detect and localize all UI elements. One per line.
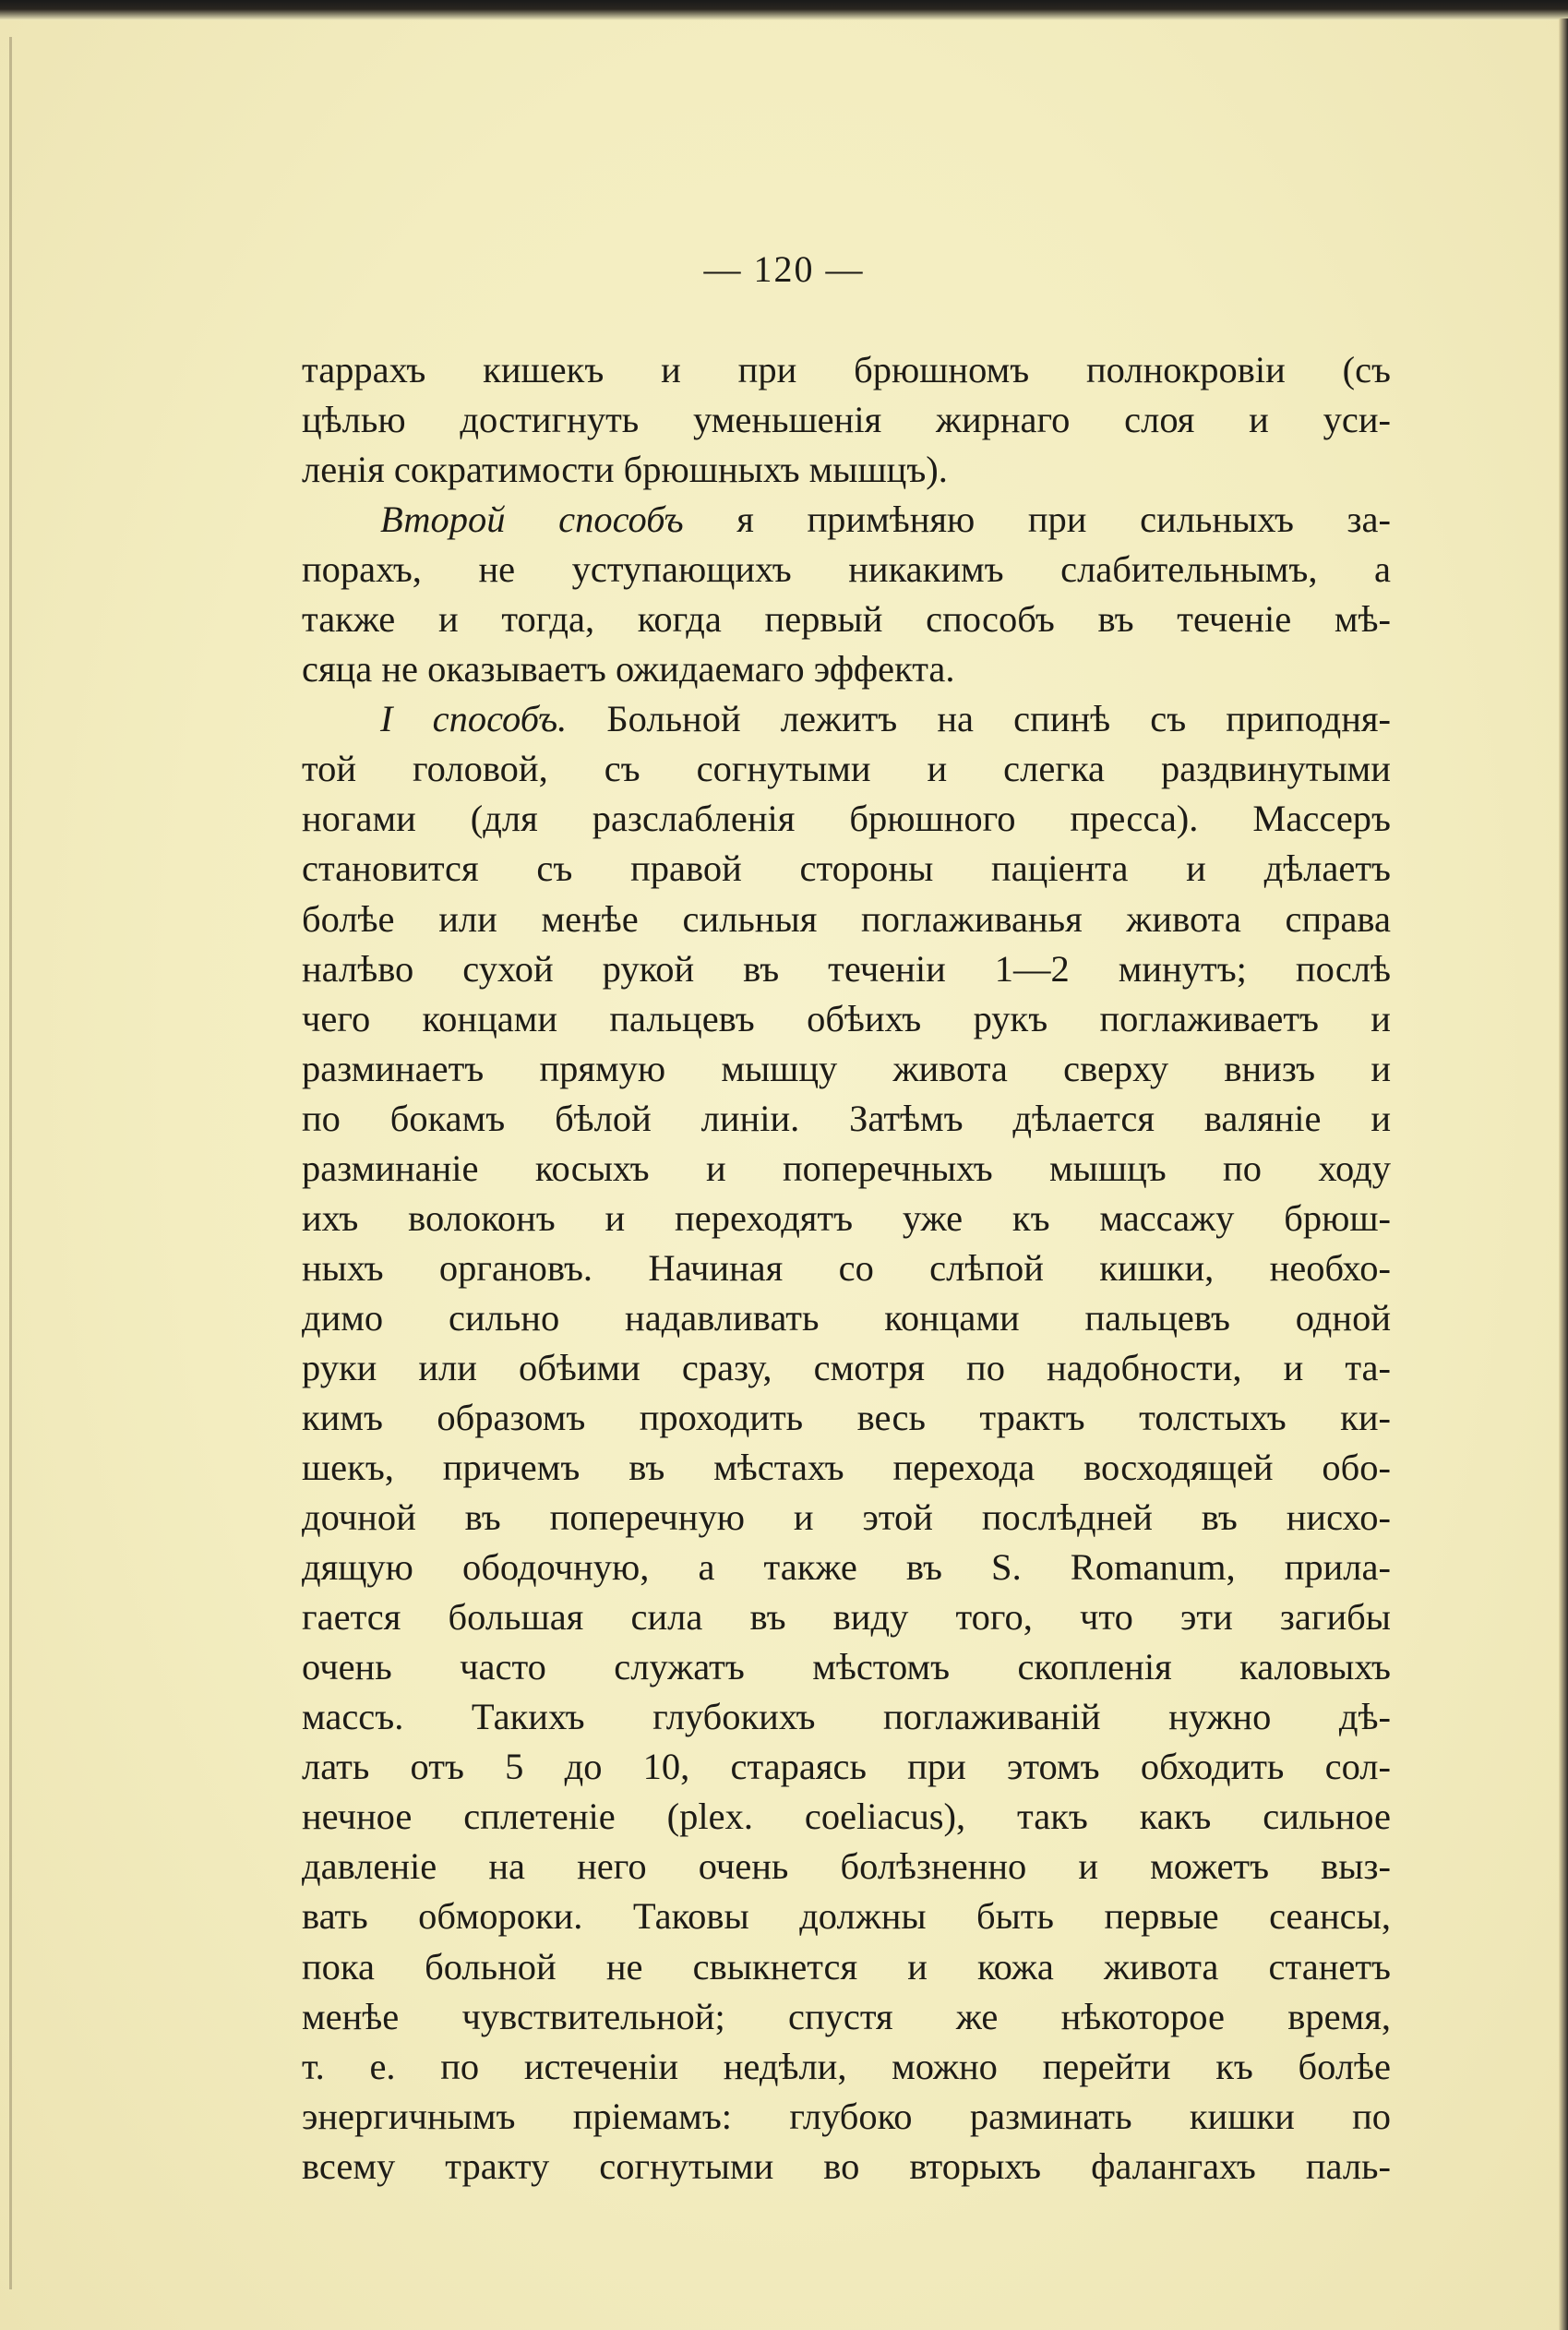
text-line: энергичнымъ пріемамъ: глубоко разминать кишки по: [302, 2095, 1391, 2137]
text-line: Второй способъ я примѣняю при сильныхъ за-: [380, 498, 1392, 541]
text-line: пока больной не свыкнется и кожа живота станетъ: [302, 1945, 1391, 1988]
text-line: по бокамъ бѣлой линіи. Затѣмъ дѣлается валяніе и: [302, 1097, 1391, 1139]
text-line: становится съ правой стороны паціента и дѣлаетъ: [302, 847, 1391, 890]
text-line: дящую ободочную, а также въ S. Romanum, прила-: [302, 1546, 1391, 1589]
italic-term: Второй способъ: [380, 498, 684, 541]
text-line: ныхъ органовъ. Начиная со слѣпой кишки, необхо-: [302, 1246, 1391, 1289]
text-line: порахъ, не уступающихъ никакимъ слабительнымъ, а: [302, 548, 1391, 591]
text-line: разминаетъ прямую мышцу живота сверху внизъ и: [302, 1047, 1391, 1089]
text-line: сяца не оказываетъ ожидаемаго эффекта.: [302, 648, 955, 691]
italic-term: I способъ.: [380, 698, 568, 740]
text-line: цѣлью достигнуть уменьшенія жирнаго слоя и уси-: [302, 399, 1391, 441]
text-line: шекъ, причемъ въ мѣстахъ перехода восходящей обо-: [302, 1447, 1391, 1489]
text-line: таррахъ кишекъ и при брюшномъ полнокровіи (съ: [302, 349, 1391, 390]
text-line: очень часто служатъ мѣстомъ скопленія каловыхъ: [302, 1646, 1391, 1688]
text-line: ихъ волоконъ и переходятъ уже къ массажу брюш-: [302, 1196, 1391, 1239]
body-text: [302, 345, 1391, 2192]
text-line: ногами (для разслабленія брюшного пресса). Массеръ: [302, 798, 1391, 840]
text-line: руки или обѣими сразу, смотря по надобности, и та-: [302, 1346, 1391, 1388]
text-line: гается большая сила въ виду того, что эти загибы: [302, 1596, 1391, 1639]
text-line: лать отъ 5 до 10, стараясь при этомъ обходить сол-: [302, 1746, 1391, 1788]
text-line: ленія сократимости брюшныхъ мышцъ).: [302, 449, 948, 491]
text-line: массъ. Такихъ глубокихъ поглаживаній нужно дѣ-: [302, 1696, 1391, 1738]
text-line: т. е. по истеченіи недѣли, можно перейти къ болѣе: [302, 2045, 1391, 2087]
text-line: димо сильно надавливать концами пальцевъ одной: [302, 1296, 1391, 1339]
text-line: болѣе или менѣе сильныя поглаживанья живота справа: [302, 897, 1391, 940]
page-left-edge: [9, 37, 12, 2289]
text-line: I способъ. Больной лежитъ на спинѣ съ приподня-: [380, 698, 1392, 740]
text-line: также и тогда, когда первый способъ въ теченіе мѣ-: [302, 598, 1391, 641]
text-line: дочной въ поперечную и этой послѣдней въ нисхо-: [302, 1496, 1391, 1539]
text-line: чего концами пальцевъ обѣихъ рукъ поглаживаетъ и: [302, 997, 1391, 1039]
text-line: всему тракту согнутыми во вторыхъ фалангахъ паль-: [302, 2144, 1391, 2187]
page-right-edge: [1559, 18, 1568, 2330]
text-line: вать обмороки. Таковы должны быть первые сеансы,: [302, 1895, 1391, 1938]
text-line: кимъ образомъ проходить весь трактъ толстыхъ ки-: [302, 1396, 1391, 1438]
page-number: — 120 —: [703, 248, 865, 290]
text-line: той головой, съ согнутыми и слегка раздвинутыми: [302, 748, 1391, 790]
text-line: менѣе чувствительной; спустя же нѣкоторое время,: [302, 1995, 1391, 2037]
text-line: нечное сплетеніе (plex. coeliacus), такъ какъ сильное: [302, 1796, 1391, 1838]
page-top-edge: [0, 0, 1568, 20]
text-line: разминаніе косыхъ и поперечныхъ мышцъ по ходу: [302, 1147, 1391, 1189]
text-line: налѣво сухой рукой въ теченіи 1—2 минутъ; послѣ: [302, 947, 1391, 990]
text-line: давленіе на него очень болѣзненно и можетъ выз-: [302, 1845, 1391, 1888]
